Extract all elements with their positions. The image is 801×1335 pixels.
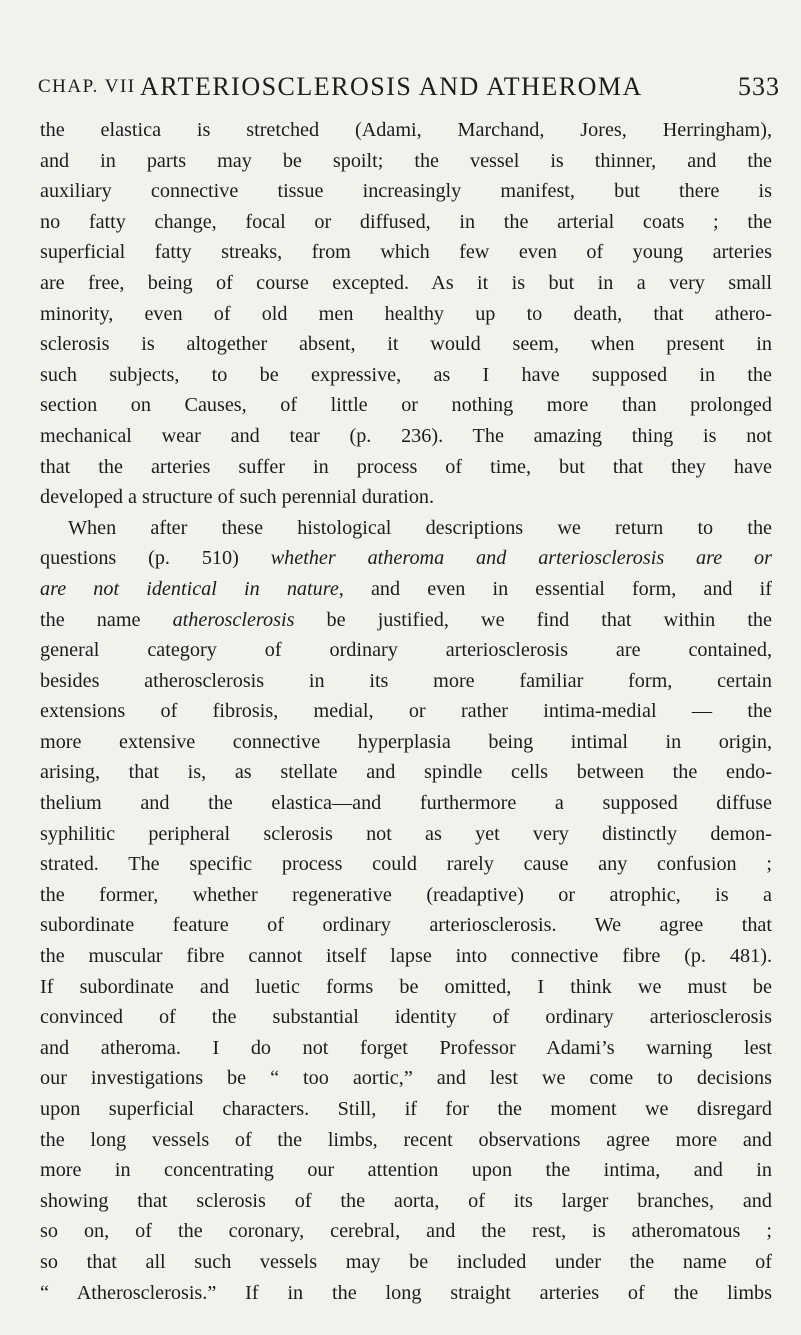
text-line: showing that sclerosis of the aorta, of its larger branches, and <box>40 1189 772 1212</box>
text-line: strated. The specific process could rarely cause any confusion ; <box>40 853 772 876</box>
text-line: such subjects, to be expressive, as I have supposed in the <box>40 363 772 386</box>
text-line: When after these histological descriptions we return to the <box>68 516 772 539</box>
text-line: and in parts may be spoilt; the vessel is thinner, and the <box>40 149 772 172</box>
text-line: our investigations be “ too aortic,” and lest we come to decisions <box>40 1067 772 1090</box>
text-run: the name <box>40 608 173 631</box>
text-line: more in concentrating our attention upon the intima, and in <box>40 1159 772 1182</box>
text-line: so that all such vessels may be included under the name of <box>40 1250 772 1273</box>
page-number: 533 <box>738 72 780 101</box>
italic-text: whether atheroma and arteriosclerosis are or <box>270 547 772 570</box>
text-line: minority, even of old men healthy up to death, that athero- <box>40 302 772 325</box>
text-run: , and even in essential form, and if <box>338 577 772 600</box>
text-line: are free, being of course excepted. As it is but in a very small <box>40 271 772 294</box>
text-line: the long vessels of the limbs, recent observations agree more and <box>40 1128 772 1151</box>
text-line: that the arteries suffer in process of time, but that they have <box>40 455 772 478</box>
text-line: arising, that is, as stellate and spindle cells between the endo- <box>40 761 772 784</box>
text-line: the elastica is stretched (Adami, Marchand, Jores, Herringham), <box>40 119 772 141</box>
text-line: convinced of the substantial identity of ordinary arteriosclerosis <box>40 1006 772 1029</box>
text-line: If subordinate and luetic forms be omitted, I think we must be <box>40 975 772 998</box>
text-run: be justified, we find that within the <box>294 608 772 631</box>
text-line: no fatty change, focal or diffused, in the arterial coats ; the <box>40 210 772 233</box>
text-line: developed a structure of such perennial duration. <box>40 486 435 509</box>
text-line: mechanical wear and tear (p. 236). The amazing thing is not <box>40 424 772 447</box>
text-line: extensions of fibrosis, medial, or rather intima-medial — the <box>40 700 772 723</box>
text-line: the former, whether regenerative (readaptive) or atrophic, is a <box>40 883 772 906</box>
italic-text: are not identical in nature <box>40 577 339 600</box>
running-header <box>38 72 780 112</box>
chapter-label: CHAP. VII <box>38 76 136 97</box>
text-line: general category of ordinary arteriosclerosis are contained, <box>40 639 772 662</box>
text-line: subordinate feature of ordinary arteriosclerosis. We agree that <box>40 914 772 937</box>
text-line: besides atherosclerosis in its more familiar form, certain <box>40 669 772 692</box>
text-run: questions (p. 510) <box>40 547 271 570</box>
text-line: thelium and the elastica—and furthermore a supposed diffuse <box>40 792 772 815</box>
text-line: syphilitic peripheral sclerosis not as yet very distinctly demon- <box>40 822 772 845</box>
text-line <box>40 543 772 574</box>
body-text <box>40 115 772 1308</box>
text-line: sclerosis is altogether absent, it would seem, when present in <box>40 333 772 356</box>
text-line: superficial fatty streaks, from which few even of young arteries <box>40 241 772 264</box>
text-line <box>40 574 772 605</box>
text-line: and atheroma. I do not forget Professor Adami’s warning lest <box>40 1036 772 1059</box>
text-line: so on, of the coronary, cerebral, and the rest, is atheromatous ; <box>40 1220 772 1243</box>
text-line: auxiliary connective tissue increasingly manifest, but there is <box>40 180 772 203</box>
text-line: upon superficial characters. Still, if for the moment we disregard <box>40 1098 772 1120</box>
text-line: the muscular fibre cannot itself lapse into connective fibre (p. 481). <box>40 945 772 968</box>
text-line: “ Atherosclerosis.” If in the long straight arteries of the limbs <box>40 1281 772 1304</box>
text-line <box>40 605 772 636</box>
text-line: more extensive connective hyperplasia being intimal in origin, <box>40 730 772 753</box>
italic-text: atherosclerosis <box>172 608 295 631</box>
text-line: section on Causes, of little or nothing more than prolonged <box>40 394 772 417</box>
running-title: ARTERIOSCLEROSIS AND ATHEROMA <box>140 72 643 101</box>
